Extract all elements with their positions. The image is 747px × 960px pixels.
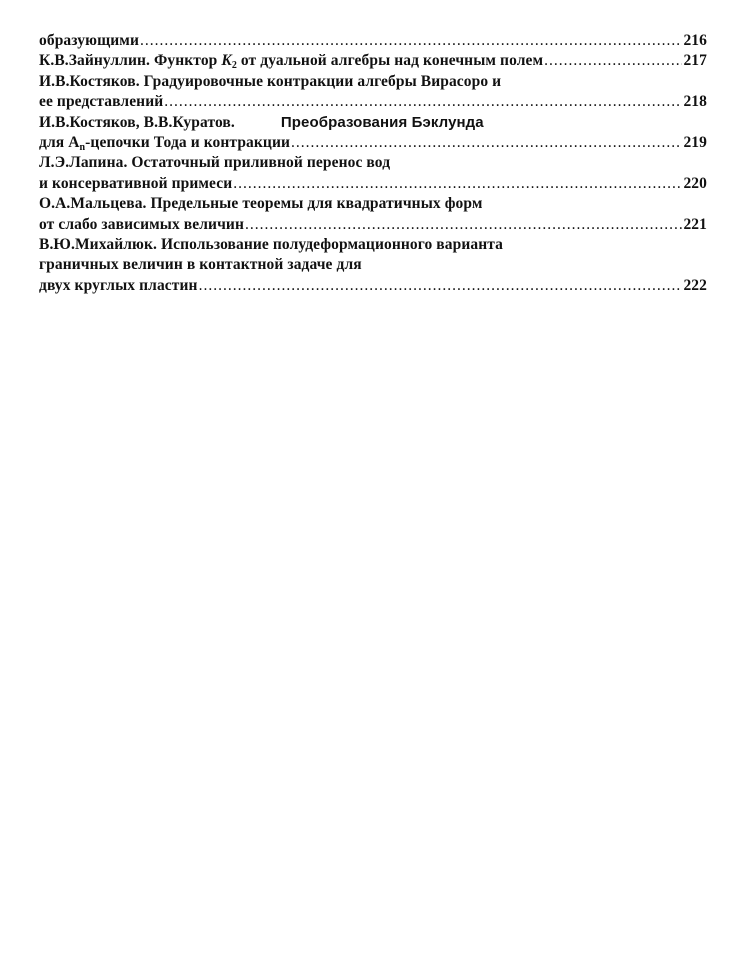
dot-leader: [245, 215, 682, 235]
toc-entry-text: О.А.Мальцева. Предельные теоремы для квадратичных форм: [39, 195, 483, 213]
toc-entry-line: [39, 174, 707, 194]
toc-entry-text: В.Ю.Михайлюк. Использование полудеформационного варианта: [39, 236, 504, 254]
toc-entry-text: двух круглых пластин: [39, 276, 198, 294]
toc-entry-line: [39, 276, 707, 296]
toc-entry-text: образующими: [39, 32, 139, 49]
toc-entry-line: [39, 51, 707, 71]
toc-entry-text: для $A_n$-цепочки Тода и контракции: [39, 134, 291, 154]
toc-entry-text: ее представлений: [39, 93, 164, 111]
toc-entry-line: [39, 92, 707, 112]
toc-entry-line: [39, 113, 707, 133]
toc-entry-text: Л.Э.Лапина. Остаточный приливной перенос вод: [39, 154, 391, 172]
page-number: 222: [683, 276, 707, 294]
page-number: 218: [683, 93, 707, 111]
page-number: 217: [683, 52, 707, 70]
dot-leader: [199, 276, 683, 296]
page-number: 216: [683, 32, 707, 49]
dot-leader: [291, 133, 682, 153]
toc-entry-line: [39, 153, 707, 173]
dot-leader: [164, 92, 682, 112]
page-number: 219: [683, 134, 707, 152]
toc-entry-line: [39, 255, 707, 275]
page-number: 221: [683, 215, 707, 233]
toc-entry-line: [39, 31, 707, 51]
toc-entry-line: [39, 72, 707, 92]
toc-entry-line: [39, 194, 707, 214]
toc-entry-text: граничных величин в контактной задаче для: [39, 256, 362, 274]
toc-entry-text: К.В.Зайнуллин. Функтор $K_2$ от дуальной алгебры над конечным полем: [39, 52, 544, 72]
toc-entry-text: и консервативной примеси: [39, 174, 233, 192]
table-of-contents: [39, 31, 707, 296]
dot-leader: [233, 174, 682, 194]
toc-entry-text: от слабо зависимых величин: [39, 215, 244, 233]
toc-entry-line: [39, 133, 707, 153]
dot-leader: [544, 51, 682, 71]
page-number: 220: [683, 174, 707, 192]
toc-entry-line: [39, 215, 707, 235]
toc-entry-line: [39, 235, 707, 255]
toc-entry-text: И.В.Костяков, В.В.Куратов. Преобразования Бэклунда: [39, 113, 484, 131]
toc-entry-text: И.В.Костяков. Градуировочные контракции алгебры Вирасоро и: [39, 72, 502, 90]
dot-leader: [140, 31, 682, 51]
